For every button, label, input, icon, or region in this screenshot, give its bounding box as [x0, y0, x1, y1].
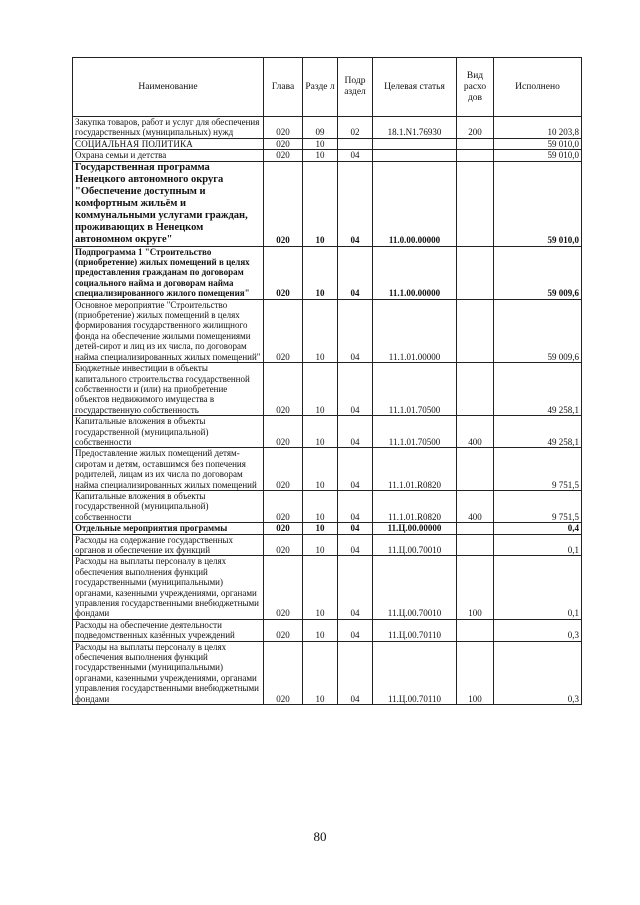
row-podrazdel: 02	[338, 117, 373, 139]
table-row	[73, 363, 582, 416]
row-statya: 11.1.01.70500	[373, 363, 457, 416]
row-statya: 11.1.01.R0820	[373, 490, 457, 522]
row-name: Охрана семьи и детства	[73, 150, 264, 161]
row-statya: 11.Ц.00.70110	[373, 619, 457, 641]
table-row	[73, 161, 582, 246]
row-statya: 11.Ц.00.70010	[373, 534, 457, 556]
row-name: Расходы на выплаты персоналу в целях обеспечения выполнения функций государственными (муниципальными) органами, казенными учреждениями, органами управления государственными внебюджетными фондами	[73, 641, 264, 704]
row-podrazdel: 04	[338, 534, 373, 556]
row-ispolneno: 49 258,1	[494, 363, 582, 416]
table-row	[73, 246, 582, 299]
row-vid	[457, 161, 494, 246]
row-podrazdel: 04	[338, 299, 373, 362]
row-name: Отдельные мероприятия программы	[73, 523, 264, 534]
table-row	[73, 619, 582, 641]
row-glava: 020	[264, 150, 303, 161]
table-row	[73, 150, 582, 161]
row-statya: 11.0.00.00000	[373, 161, 457, 246]
row-glava: 020	[264, 246, 303, 299]
row-glava: 020	[264, 299, 303, 362]
row-vid	[457, 150, 494, 161]
row-razdel: 10	[303, 619, 338, 641]
row-vid: 100	[457, 641, 494, 704]
row-ispolneno: 49 258,1	[494, 416, 582, 448]
row-glava: 020	[264, 534, 303, 556]
row-vid	[457, 619, 494, 641]
row-name: Предоставление жилых помещений детям-сиротам и детям, оставшимся без попечения родителей, лицам из их числа по договорам найма специализированных жилых помещений	[73, 448, 264, 491]
budget-table	[72, 57, 582, 705]
row-name: Расходы на обеспечение деятельности подведомственных казённых учреждений	[73, 619, 264, 641]
table-row	[73, 299, 582, 362]
row-podrazdel: 04	[338, 619, 373, 641]
row-ispolneno: 0,1	[494, 534, 582, 556]
row-vid: 200	[457, 117, 494, 139]
row-ispolneno: 59 010,0	[494, 150, 582, 161]
row-name: Капитальные вложения в объекты государственной (муниципальной) собственности	[73, 490, 264, 522]
header-statya: Целевая статья	[373, 58, 457, 117]
row-name: Бюджетные инвестиции в объекты капитального строительства государственной собственности и (или) на приобретение объектов недвижимого имущества в государственную собственность	[73, 363, 264, 416]
row-statya: 11.Ц.00.70010	[373, 556, 457, 619]
row-vid	[457, 363, 494, 416]
row-ispolneno: 0,4	[494, 523, 582, 534]
row-statya: 18.1.N1.76930	[373, 117, 457, 139]
row-ispolneno: 59 010,0	[494, 138, 582, 149]
row-razdel: 10	[303, 138, 338, 149]
row-podrazdel: 04	[338, 150, 373, 161]
row-name: Расходы на выплаты персоналу в целях обеспечения выполнения функций государственными (муниципальными) органами, казенными учреждениями, органами управления государственными внебюджетными фондами	[73, 556, 264, 619]
row-razdel: 09	[303, 117, 338, 139]
table-row	[73, 416, 582, 448]
row-glava: 020	[264, 619, 303, 641]
row-razdel: 10	[303, 246, 338, 299]
row-podrazdel: 04	[338, 490, 373, 522]
table-row	[73, 556, 582, 619]
row-razdel: 10	[303, 641, 338, 704]
row-statya	[373, 138, 457, 149]
row-vid	[457, 523, 494, 534]
row-vid	[457, 448, 494, 491]
row-vid	[457, 246, 494, 299]
table-row	[73, 523, 582, 534]
row-razdel: 10	[303, 416, 338, 448]
row-podrazdel: 04	[338, 448, 373, 491]
row-razdel: 10	[303, 448, 338, 491]
row-statya: 11.1.00.00000	[373, 246, 457, 299]
row-glava: 020	[264, 641, 303, 704]
row-razdel: 10	[303, 363, 338, 416]
row-ispolneno: 10 203,8	[494, 117, 582, 139]
row-name: Закупка товаров, работ и услуг для обеспечения государственных (муниципальных) нужд	[73, 117, 264, 139]
header-podrazdel: Подр аздел	[338, 58, 373, 117]
row-vid: 400	[457, 490, 494, 522]
row-podrazdel: 04	[338, 246, 373, 299]
row-name: СОЦИАЛЬНАЯ ПОЛИТИКА	[73, 138, 264, 149]
row-statya: 11.1.01.R0820	[373, 448, 457, 491]
row-podrazdel: 04	[338, 523, 373, 534]
table-row	[73, 641, 582, 704]
row-razdel: 10	[303, 534, 338, 556]
row-statya: 11.Ц.00.00000	[373, 523, 457, 534]
row-ispolneno: 59 009,6	[494, 246, 582, 299]
header-glava: Глава	[264, 58, 303, 117]
row-glava: 020	[264, 556, 303, 619]
row-razdel: 10	[303, 523, 338, 534]
table-row	[73, 534, 582, 556]
row-name: Государственная программа Ненецкого автономного округа "Обеспечение доступным и комфортным жильём и коммунальными услугами граждан, проживающих в Ненецком автономном округе"	[73, 161, 264, 246]
row-ispolneno: 59 009,6	[494, 299, 582, 362]
row-glava: 020	[264, 363, 303, 416]
table-row	[73, 448, 582, 491]
header-name: Наименование	[73, 58, 264, 117]
row-ispolneno: 59 010,0	[494, 161, 582, 246]
row-razdel: 10	[303, 161, 338, 246]
row-vid	[457, 534, 494, 556]
row-name: Капитальные вложения в объекты государственной (муниципальной) собственности	[73, 416, 264, 448]
row-razdel: 10	[303, 299, 338, 362]
row-statya: 11.1.01.70500	[373, 416, 457, 448]
row-vid: 400	[457, 416, 494, 448]
row-ispolneno: 9 751,5	[494, 490, 582, 522]
header-ispolneno: Исполнено	[494, 58, 582, 117]
row-glava: 020	[264, 117, 303, 139]
row-vid	[457, 138, 494, 149]
row-razdel: 10	[303, 490, 338, 522]
row-podrazdel: 04	[338, 363, 373, 416]
row-ispolneno: 0,3	[494, 641, 582, 704]
row-statya: 11.Ц.00.70110	[373, 641, 457, 704]
header-vid: Вид расхо дов	[457, 58, 494, 117]
row-statya	[373, 150, 457, 161]
row-name: Подпрограмма 1 "Строительство (приобретение) жилых помещений в целях предоставления гражданам по договорам социального найма и договорам найма специализированного жилого помещения"	[73, 246, 264, 299]
row-glava: 020	[264, 416, 303, 448]
row-name: Расходы на содержание государственных органов и обеспечение их функций	[73, 534, 264, 556]
row-razdel: 10	[303, 556, 338, 619]
table-row	[73, 490, 582, 522]
row-glava: 020	[264, 138, 303, 149]
row-razdel: 10	[303, 150, 338, 161]
row-ispolneno: 0,1	[494, 556, 582, 619]
row-vid: 100	[457, 556, 494, 619]
row-glava: 020	[264, 523, 303, 534]
table-header-row	[73, 58, 582, 117]
header-razdel: Разде л	[303, 58, 338, 117]
row-glava: 020	[264, 161, 303, 246]
row-vid	[457, 299, 494, 362]
row-podrazdel	[338, 138, 373, 149]
table-row	[73, 138, 582, 149]
row-statya: 11.1.01.00000	[373, 299, 457, 362]
table-row	[73, 117, 582, 139]
row-podrazdel: 04	[338, 556, 373, 619]
row-glava: 020	[264, 490, 303, 522]
row-ispolneno: 0,3	[494, 619, 582, 641]
row-podrazdel: 04	[338, 161, 373, 246]
row-podrazdel: 04	[338, 416, 373, 448]
row-name: Основное мероприятие "Строительство (приобретение) жилых помещений в целях формирования государственного жилищного фонда на обеспечение жилыми помещениями детей-сирот и лиц из их числа, по договорам найма специализированных жилых помещений"	[73, 299, 264, 362]
row-ispolneno: 9 751,5	[494, 448, 582, 491]
page-number: 80	[313, 829, 327, 844]
row-glava: 020	[264, 448, 303, 491]
row-podrazdel: 04	[338, 641, 373, 704]
